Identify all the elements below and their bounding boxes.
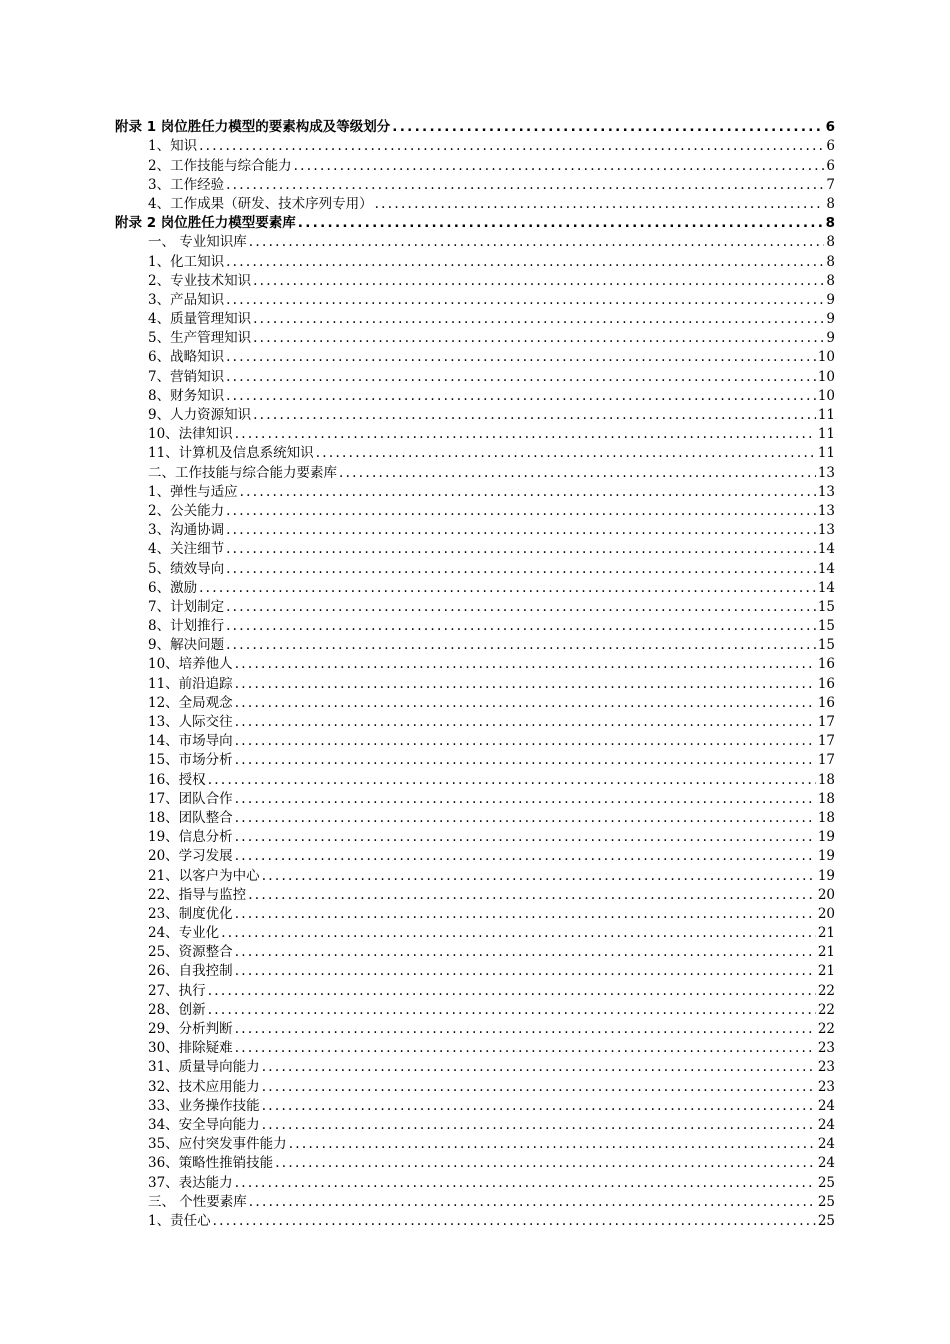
toc-page-number: 21 xyxy=(817,963,835,980)
toc-entry-label: 6、激励 xyxy=(148,579,198,596)
toc-entry[interactable] xyxy=(115,462,835,481)
toc-entry-label: 4、质量管理知识 xyxy=(148,311,252,328)
toc-page-number: 13 xyxy=(817,464,835,481)
toc-page-number: 9 xyxy=(826,330,835,347)
toc-page-number: 14 xyxy=(817,579,835,596)
toc-entry[interactable] xyxy=(115,251,835,270)
toc-page-number: 25 xyxy=(817,1174,835,1191)
toc-page-number: 24 xyxy=(817,1136,835,1153)
toc-page-number: 19 xyxy=(817,829,835,846)
dot-leader xyxy=(253,407,816,424)
dot-leader xyxy=(226,522,816,539)
toc-entry-label: 5、生产管理知识 xyxy=(148,330,252,347)
toc-page-number: 15 xyxy=(817,637,835,654)
toc-entry-label: 2、工作技能与综合能力 xyxy=(148,157,292,174)
dot-leader xyxy=(235,791,816,808)
dot-leader xyxy=(199,580,816,597)
toc-page-number: 10 xyxy=(817,387,835,404)
toc-entry-label: 25、资源整合 xyxy=(148,944,233,961)
toc-entry[interactable] xyxy=(115,347,835,366)
toc-page-number: 18 xyxy=(817,809,835,826)
toc-page-number: 25 xyxy=(817,1193,835,1210)
toc-page-number: 8 xyxy=(826,272,835,289)
toc-entry[interactable] xyxy=(115,539,835,558)
dot-leader xyxy=(235,1175,816,1192)
toc-entry-label: 31、质量导向能力 xyxy=(148,1059,260,1076)
toc-entry-label: 36、策略性推销技能 xyxy=(148,1155,274,1172)
toc-entry[interactable] xyxy=(115,827,835,846)
dot-leader xyxy=(226,541,816,558)
toc-entry[interactable] xyxy=(115,1019,835,1038)
toc-entry[interactable] xyxy=(115,865,835,884)
dot-leader xyxy=(226,292,824,309)
toc-entry[interactable] xyxy=(115,1211,835,1230)
toc-entry-label: 1、知识 xyxy=(148,138,198,155)
toc-page-number: 22 xyxy=(817,982,835,999)
dot-leader xyxy=(262,1059,816,1076)
toc-entry-label: 一、 专业知识库 xyxy=(148,234,247,251)
toc-entry[interactable] xyxy=(115,290,835,309)
toc-entry[interactable] xyxy=(115,194,835,213)
toc-page-number: 13 xyxy=(817,502,835,519)
toc-entry[interactable] xyxy=(115,846,835,865)
toc-page-number: 24 xyxy=(817,1155,835,1172)
toc-entry-label: 12、全局观念 xyxy=(148,694,233,711)
dot-leader xyxy=(208,1002,816,1019)
dot-leader xyxy=(289,1136,816,1153)
toc-entry[interactable] xyxy=(115,1038,835,1057)
toc-page-number: 6 xyxy=(826,157,835,174)
toc-page-number: 18 xyxy=(817,790,835,807)
dot-leader xyxy=(226,618,816,635)
toc-entry-label: 19、信息分析 xyxy=(148,829,233,846)
toc-page-number: 24 xyxy=(817,1116,835,1133)
toc-entry-label: 3、产品知识 xyxy=(148,291,225,308)
toc-page-number: 23 xyxy=(817,1078,835,1095)
toc-entry-label: 10、法律知识 xyxy=(148,426,233,443)
toc-page-number: 15 xyxy=(817,618,835,635)
toc-entry-label: 5、绩效导向 xyxy=(148,560,225,577)
dot-leader xyxy=(248,887,816,904)
toc-entry-label: 8、财务知识 xyxy=(148,387,225,404)
toc-entry[interactable] xyxy=(115,1134,835,1153)
dot-leader xyxy=(235,1040,816,1057)
toc-entry-label: 3、工作经验 xyxy=(148,176,225,193)
toc-entry-label: 1、责任心 xyxy=(148,1212,211,1229)
toc-entry-label: 17、团队合作 xyxy=(148,790,233,807)
toc-entry-label: 附录 1 岗位胜任力模型的要素构成及等级划分 xyxy=(115,119,391,136)
toc-page-number: 8 xyxy=(826,234,835,251)
toc-entry-label: 6、战略知识 xyxy=(148,349,225,366)
toc-entry-label: 28、创新 xyxy=(148,1001,206,1018)
toc-entry[interactable] xyxy=(115,673,835,692)
toc-page-number: 18 xyxy=(817,771,835,788)
toc-entry[interactable] xyxy=(115,961,835,980)
toc-entry[interactable] xyxy=(115,980,835,999)
dot-leader xyxy=(226,369,816,386)
table-of-contents xyxy=(115,117,835,1230)
toc-entry[interactable] xyxy=(115,578,835,597)
toc-entry-label: 7、营销知识 xyxy=(148,368,225,385)
dot-leader xyxy=(240,484,816,501)
dot-leader xyxy=(226,637,816,654)
toc-entry-label: 15、市场分析 xyxy=(148,752,233,769)
toc-page-number: 8 xyxy=(825,215,835,232)
toc-entry-label: 27、执行 xyxy=(148,982,206,999)
dot-leader xyxy=(235,810,816,827)
toc-entry[interactable] xyxy=(115,405,835,424)
toc-page-number: 11 xyxy=(817,426,835,443)
dot-leader xyxy=(235,426,816,443)
toc-entry-label: 35、应付突发事件能力 xyxy=(148,1136,287,1153)
toc-entry[interactable] xyxy=(115,424,835,443)
toc-page-number: 23 xyxy=(817,1040,835,1057)
toc-entry[interactable] xyxy=(115,1172,835,1191)
toc-page-number: 6 xyxy=(825,119,835,136)
toc-entry[interactable] xyxy=(115,366,835,385)
toc-entry[interactable] xyxy=(115,520,835,539)
toc-entry-label: 20、学习发展 xyxy=(148,848,233,865)
dot-leader xyxy=(249,234,825,251)
toc-entry-label: 16、授权 xyxy=(148,771,206,788)
toc-page-number: 25 xyxy=(817,1212,835,1229)
toc-entry[interactable] xyxy=(115,136,835,155)
toc-entry-label: 11、前沿追踪 xyxy=(148,675,233,692)
toc-page-number: 17 xyxy=(817,733,835,750)
toc-page-number: 22 xyxy=(817,1001,835,1018)
dot-leader xyxy=(235,714,816,731)
toc-entry-label: 9、解决问题 xyxy=(148,637,225,654)
toc-entry[interactable] xyxy=(115,309,835,328)
toc-page-number: 16 xyxy=(817,675,835,692)
toc-page-number: 21 xyxy=(817,925,835,942)
toc-entry-label: 37、表达能力 xyxy=(148,1174,233,1191)
toc-entry-label: 4、关注细节 xyxy=(148,541,225,558)
toc-page-number: 14 xyxy=(817,541,835,558)
toc-entry-label: 4、工作成果（研发、技术序列专用） xyxy=(148,195,373,212)
toc-heading-entry[interactable] xyxy=(115,117,835,136)
dot-leader xyxy=(253,311,824,328)
dot-leader xyxy=(226,177,824,194)
toc-page-number: 7 xyxy=(826,176,835,193)
toc-entry[interactable] xyxy=(115,654,835,673)
dot-leader xyxy=(226,561,816,578)
dot-leader xyxy=(208,772,816,789)
toc-page-number: 11 xyxy=(817,407,835,423)
toc-entry-label: 10、培养他人 xyxy=(148,656,233,673)
toc-page-number: 16 xyxy=(817,694,835,711)
toc-entry[interactable] xyxy=(115,731,835,750)
toc-entry-label: 9、人力资源知识 xyxy=(148,407,252,423)
dot-leader xyxy=(226,599,816,616)
toc-entry-label: 18、团队整合 xyxy=(148,809,233,826)
toc-entry[interactable] xyxy=(115,769,835,788)
toc-entry[interactable] xyxy=(115,232,835,251)
toc-entry-label: 附录 2 岗位胜任力模型要素库 xyxy=(115,215,296,232)
dot-leader xyxy=(339,465,816,482)
toc-entry[interactable] xyxy=(115,808,835,827)
dot-leader xyxy=(235,944,816,961)
toc-entry-label: 24、专业化 xyxy=(148,925,220,942)
toc-page-number: 17 xyxy=(817,752,835,769)
toc-entry[interactable] xyxy=(115,616,835,635)
dot-leader xyxy=(235,1021,816,1038)
toc-entry[interactable] xyxy=(115,386,835,405)
toc-entry-label: 二、工作技能与综合能力要素库 xyxy=(148,464,337,481)
toc-page-number: 10 xyxy=(817,368,835,385)
toc-entry[interactable] xyxy=(115,328,835,347)
toc-page-number: 13 xyxy=(817,483,835,500)
toc-entry[interactable] xyxy=(115,1192,835,1211)
toc-page-number: 14 xyxy=(817,560,835,577)
toc-entry-label: 2、专业技术知识 xyxy=(148,272,252,289)
toc-entry[interactable] xyxy=(115,942,835,961)
toc-entry-label: 29、分析判断 xyxy=(148,1021,233,1037)
toc-page-number: 19 xyxy=(817,867,835,884)
toc-entry-label: 26、自我控制 xyxy=(148,963,233,980)
toc-entry[interactable] xyxy=(115,501,835,520)
toc-entry[interactable] xyxy=(115,693,835,712)
dot-leader xyxy=(235,906,816,923)
toc-page-number: 21 xyxy=(817,944,835,961)
dot-leader xyxy=(235,752,816,769)
toc-page-number: 20 xyxy=(817,905,835,922)
dot-leader xyxy=(235,848,816,865)
toc-page-number: 15 xyxy=(817,598,835,615)
dot-leader xyxy=(213,1213,816,1230)
toc-entry[interactable] xyxy=(115,1153,835,1172)
toc-page-number: 8 xyxy=(826,253,835,270)
toc-entry-label: 3、沟通协调 xyxy=(148,522,225,539)
toc-entry[interactable] xyxy=(115,904,835,923)
dot-leader xyxy=(199,138,824,155)
toc-page-number: 9 xyxy=(826,291,835,308)
toc-entry[interactable] xyxy=(115,1096,835,1115)
toc-entry-label: 2、公关能力 xyxy=(148,502,225,519)
toc-page-number: 19 xyxy=(817,848,835,865)
toc-entry[interactable] xyxy=(115,712,835,731)
dot-leader xyxy=(262,1117,816,1134)
toc-entry-label: 13、人际交往 xyxy=(148,714,233,730)
toc-entry[interactable] xyxy=(115,597,835,616)
dot-leader xyxy=(235,676,816,693)
dot-leader xyxy=(226,254,824,271)
toc-entry-label: 1、化工知识 xyxy=(148,253,225,270)
toc-page-number: 16 xyxy=(817,656,835,673)
toc-heading-entry[interactable] xyxy=(115,213,835,232)
dot-leader xyxy=(249,1194,816,1211)
dot-leader xyxy=(235,656,816,673)
toc-entry-label: 32、技术应用能力 xyxy=(148,1078,260,1095)
toc-entry-label: 8、计划推行 xyxy=(148,618,225,635)
dot-leader xyxy=(235,963,816,980)
toc-entry-label: 11、计算机及信息系统知识 xyxy=(148,445,314,462)
toc-page-number: 10 xyxy=(817,349,835,366)
toc-page-number: 20 xyxy=(817,886,835,903)
dot-leader xyxy=(235,695,816,712)
dot-leader xyxy=(262,1098,816,1115)
toc-entry[interactable] xyxy=(115,885,835,904)
toc-entry[interactable] xyxy=(115,558,835,577)
toc-page-number: 13 xyxy=(817,522,835,539)
toc-page-number: 11 xyxy=(817,445,835,462)
toc-page-number: 9 xyxy=(826,311,835,328)
toc-entry-label: 30、排除疑难 xyxy=(148,1040,233,1057)
toc-entry[interactable] xyxy=(115,175,835,194)
toc-entry[interactable] xyxy=(115,155,835,174)
toc-entry-label: 22、指导与监控 xyxy=(148,886,247,903)
toc-page-number: 17 xyxy=(817,714,835,730)
toc-entry[interactable] xyxy=(115,1115,835,1134)
dot-leader xyxy=(235,733,816,750)
dot-leader xyxy=(275,1155,816,1172)
dot-leader xyxy=(226,503,816,520)
dot-leader xyxy=(375,196,825,213)
toc-entry-label: 1、弹性与适应 xyxy=(148,483,238,500)
dot-leader xyxy=(235,829,816,846)
dot-leader xyxy=(226,349,816,366)
toc-entry[interactable] xyxy=(115,443,835,462)
toc-entry[interactable] xyxy=(115,1057,835,1076)
toc-entry[interactable] xyxy=(115,750,835,769)
toc-page-number: 6 xyxy=(826,138,835,155)
toc-entry[interactable] xyxy=(115,789,835,808)
dot-leader xyxy=(262,1079,816,1096)
dot-leader xyxy=(392,119,823,136)
toc-entry-label: 14、市场导向 xyxy=(148,733,233,750)
toc-entry-label: 34、安全导向能力 xyxy=(148,1116,260,1133)
toc-entry[interactable] xyxy=(115,271,835,290)
toc-entry[interactable] xyxy=(115,482,835,501)
dot-leader xyxy=(298,215,824,232)
toc-entry-label: 7、计划制定 xyxy=(148,598,225,615)
toc-entry[interactable] xyxy=(115,635,835,654)
dot-leader xyxy=(208,983,816,1000)
toc-page-number: 23 xyxy=(817,1059,835,1076)
toc-page-number: 24 xyxy=(817,1097,835,1114)
toc-entry-label: 21、以客户为中心 xyxy=(148,867,260,884)
dot-leader xyxy=(253,330,824,347)
dot-leader xyxy=(221,925,816,942)
toc-entry-label: 23、制度优化 xyxy=(148,905,233,922)
dot-leader xyxy=(316,445,816,462)
toc-entry-label: 三、 个性要素库 xyxy=(148,1193,247,1210)
dot-leader xyxy=(253,273,824,290)
toc-entry[interactable] xyxy=(115,1076,835,1095)
toc-page-number: 22 xyxy=(817,1021,835,1037)
toc-entry[interactable] xyxy=(115,1000,835,1019)
dot-leader xyxy=(294,158,825,175)
dot-leader xyxy=(226,388,816,405)
toc-entry-label: 33、业务操作技能 xyxy=(148,1097,260,1114)
dot-leader xyxy=(262,868,816,885)
toc-entry[interactable] xyxy=(115,923,835,942)
toc-page-number: 8 xyxy=(826,195,835,212)
